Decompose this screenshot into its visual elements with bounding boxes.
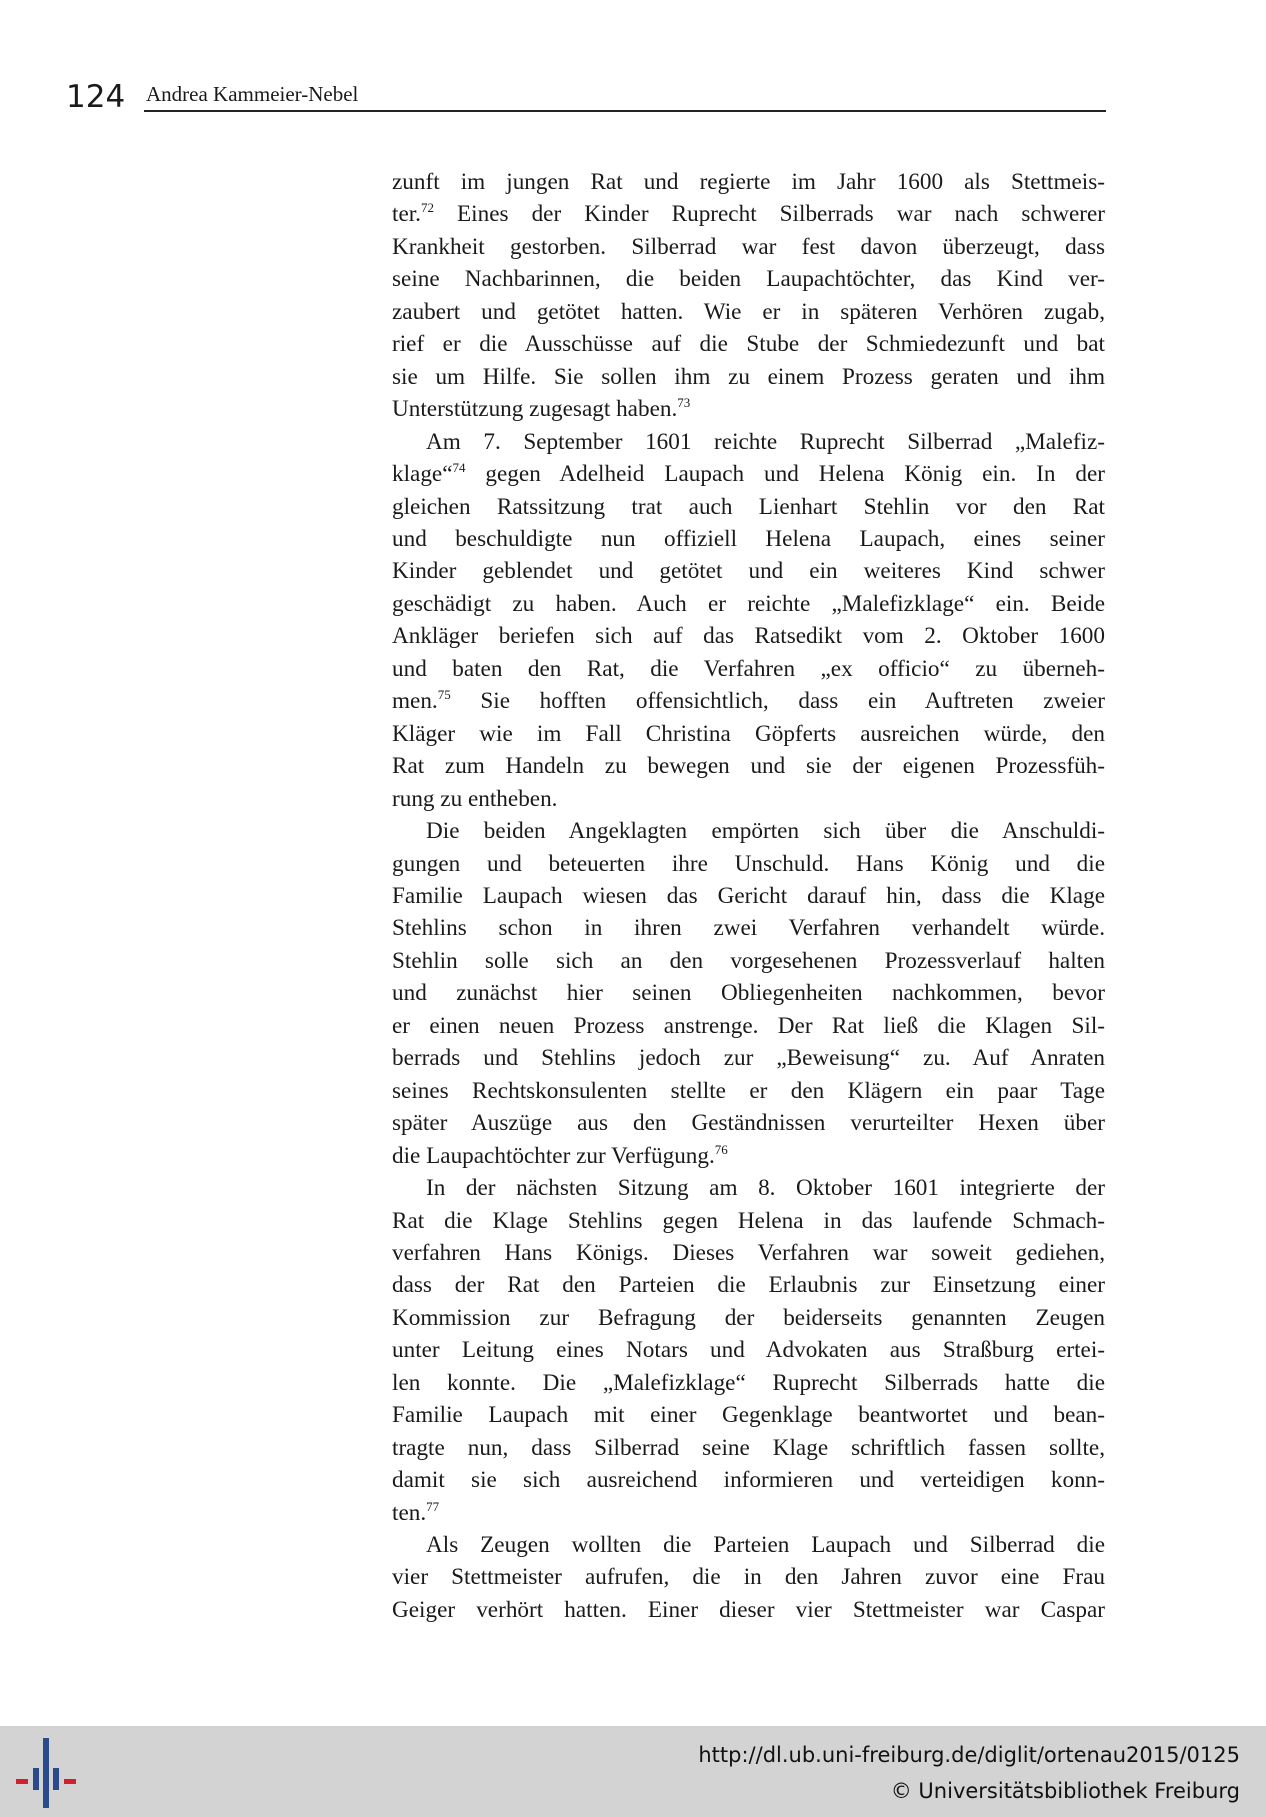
text-line — [392, 166, 1105, 198]
text-line — [392, 231, 1105, 263]
line-text: Unterstützung zugesagt haben. — [392, 396, 678, 423]
line-text: Am 7. September 1601 reichte Ruprecht Silberrad „Malefiz- — [426, 428, 1105, 455]
body-paragraph — [392, 815, 1105, 1172]
text-line — [392, 880, 1105, 912]
footnote-marker[interactable]: 73 — [677, 395, 691, 411]
line-text: men. — [392, 688, 438, 715]
line-text: Stehlins schon in ihren zwei Verfahren verhandelt würde. — [392, 915, 1105, 942]
line-text: Die beiden Angeklagten empörten sich über die Anschuldi- — [426, 818, 1105, 845]
line-text: tragte nun, dass Silberrad seine Klage schriftlich fassen sollte, — [392, 1434, 1105, 1461]
footnote-marker[interactable]: 74 — [452, 460, 466, 476]
footer-url-link[interactable]: http://dl.ub.uni-freiburg.de/diglit/ortenau2015/0125 — [698, 1743, 1240, 1767]
text-line — [392, 555, 1105, 587]
text-line — [392, 1042, 1105, 1074]
line-text: zunft im jungen Rat und regierte im Jahr 1600 als Stettmeis- — [392, 169, 1105, 195]
line-text: ter. — [392, 201, 421, 228]
text-line — [392, 815, 1105, 847]
ub-freiburg-logo-icon[interactable] — [16, 1738, 80, 1808]
text-line — [392, 685, 1105, 717]
text-line — [392, 458, 1105, 490]
line-text: Rat die Klage Stehlins gegen Helena in das laufende Schmach- — [392, 1207, 1105, 1234]
line-text: und zunächst hier seinen Obliegenheiten nachkommen, bevor — [392, 980, 1105, 1007]
line-text: gungen und beteuerten ihre Unschuld. Hans König und die — [392, 850, 1105, 877]
line-text: Stehlin solle sich an den vorgesehenen Prozessverlauf halten — [392, 947, 1105, 974]
line-text: Als Zeugen wollten die Parteien Laupach und Silberrad die — [426, 1532, 1105, 1559]
footnote-marker[interactable]: 76 — [714, 1141, 728, 1157]
line-text: die Laupachtöchter zur Verfügung. — [392, 1142, 715, 1169]
page-header — [66, 80, 1106, 114]
text-line — [392, 945, 1105, 977]
text-line — [392, 653, 1105, 685]
line-text: rief er die Ausschüsse auf die Stube der Schmiedezunft und bat — [392, 331, 1105, 358]
text-line — [392, 620, 1105, 652]
footnote-marker[interactable]: 75 — [437, 687, 451, 703]
footnote-marker[interactable]: 72 — [420, 200, 434, 216]
text-line — [392, 977, 1105, 1009]
line-text: len konnte. Die „Malefizklage“ Ruprecht Silberrads hatte die — [392, 1369, 1105, 1396]
text-line — [392, 1237, 1105, 1269]
text-line — [392, 1172, 1105, 1204]
footnote-marker[interactable]: 77 — [426, 1498, 440, 1514]
text-line — [392, 1205, 1105, 1237]
line-text: vier Stettmeister aufrufen, die in den Jahren zuvor eine Frau — [392, 1564, 1105, 1591]
body-paragraph — [392, 1529, 1105, 1626]
line-text: In der nächsten Sitzung am 8. Oktober 1601 integrierte der — [426, 1175, 1105, 1202]
line-text: rung zu entheben. — [392, 785, 558, 812]
text-line — [392, 1594, 1105, 1626]
line-text: sie um Hilfe. Sie sollen ihm zu einem Prozess geraten und ihm — [392, 363, 1105, 390]
footer-bar — [0, 1726, 1266, 1817]
text-line — [392, 750, 1105, 782]
text-line — [392, 1561, 1105, 1593]
text-line — [392, 1140, 1105, 1172]
body-paragraph — [392, 426, 1105, 815]
text-line — [392, 718, 1105, 750]
text-line — [392, 1334, 1105, 1366]
text-line — [392, 588, 1105, 620]
text-line — [392, 361, 1105, 393]
line-text: Krankheit gestorben. Silberrad war fest davon überzeugt, dass — [392, 233, 1105, 260]
text-line — [392, 523, 1105, 555]
line-text: ten. — [392, 1499, 427, 1526]
page-number: 124 — [66, 79, 126, 115]
line-text: und baten den Rat, die Verfahren „ex officio“ zu überneh- — [392, 655, 1105, 682]
body-text — [392, 166, 1105, 1626]
line-text: berrads und Stehlins jedoch zur „Beweisung“ zu. Auf Anraten — [392, 1045, 1105, 1072]
line-text: unter Leitung eines Notars und Advokaten aus Straßburg ertei- — [392, 1337, 1105, 1364]
text-line — [392, 1497, 1105, 1529]
line-text-continued: Sie hofften offensichtlich, dass ein Auftreten zweier — [450, 688, 1105, 715]
text-line — [392, 1107, 1105, 1139]
line-text: seines Rechtskonsulenten stellte er den Klägern ein paar Tage — [392, 1077, 1105, 1104]
line-text: Rat zum Handeln zu bewegen und sie der eigenen Prozessfüh- — [392, 753, 1105, 780]
running-head-author: Andrea Kammeier-Nebel — [146, 82, 359, 106]
footer-copyright: © Universitätsbibliothek Freiburg — [890, 1779, 1240, 1803]
line-text: Familie Laupach wiesen das Gericht darauf hin, dass die Klage — [392, 882, 1105, 909]
text-line — [392, 328, 1105, 360]
body-paragraph — [392, 1172, 1105, 1529]
line-text: Familie Laupach mit einer Gegenklage beantwortet und bean- — [392, 1402, 1105, 1429]
line-text: Kläger wie im Fall Christina Göpferts ausreichen würde, den — [392, 720, 1105, 747]
line-text: klage“ — [392, 461, 453, 488]
text-line — [392, 296, 1105, 328]
line-text: Ankläger beriefen sich auf das Ratsedikt vom 2. Oktober 1600 — [392, 623, 1105, 650]
line-text: Geiger verhört hatten. Einer dieser vier Stettmeister war Caspar — [392, 1596, 1105, 1623]
text-line — [392, 783, 1105, 815]
line-text: zaubert und getötet hatten. Wie er in späteren Verhören zugab, — [392, 298, 1105, 325]
line-text: gleichen Ratssitzung trat auch Lienhart Stehlin vor den Rat — [392, 493, 1105, 520]
header-rule — [144, 110, 1106, 112]
text-line — [392, 1399, 1105, 1431]
line-text: dass der Rat den Parteien die Erlaubnis zur Einsetzung einer — [392, 1272, 1105, 1299]
text-line — [392, 912, 1105, 944]
line-text: später Auszüge aus den Geständnissen verurteilter Hexen über — [392, 1110, 1105, 1137]
body-paragraph — [392, 166, 1105, 426]
text-line — [392, 1529, 1105, 1561]
text-line — [392, 1464, 1105, 1496]
line-text-continued: Eines der Kinder Ruprecht Silberrads war nach schwerer — [433, 201, 1105, 228]
text-line — [392, 1075, 1105, 1107]
text-line — [392, 1269, 1105, 1301]
text-line — [392, 198, 1105, 230]
text-line — [392, 848, 1105, 880]
text-line — [392, 1010, 1105, 1042]
text-line — [392, 393, 1105, 425]
line-text: er einen neuen Prozess anstrenge. Der Rat ließ die Klagen Sil- — [392, 1012, 1105, 1039]
line-text-continued: gegen Adelheid Laupach und Helena König ein. In der — [465, 461, 1105, 488]
text-line — [392, 1367, 1105, 1399]
line-text: und beschuldigte nun offiziell Helena Laupach, eines seiner — [392, 525, 1105, 552]
line-text: seine Nachbarinnen, die beiden Laupachtöchter, das Kind ver- — [392, 266, 1105, 293]
text-line — [392, 1432, 1105, 1464]
text-line — [392, 491, 1105, 523]
text-line — [392, 426, 1105, 458]
line-text: Kommission zur Befragung der beiderseits genannten Zeugen — [392, 1304, 1105, 1331]
line-text: geschädigt zu haben. Auch er reichte „Malefizklage“ ein. Beide — [392, 590, 1105, 617]
text-line — [392, 263, 1105, 295]
line-text: verfahren Hans Königs. Dieses Verfahren war soweit gediehen, — [392, 1239, 1105, 1266]
line-text: Kinder geblendet und getötet und ein weiteres Kind schwer — [392, 558, 1105, 585]
line-text: damit sie sich ausreichend informieren und verteidigen konn- — [392, 1467, 1105, 1494]
text-line — [392, 1302, 1105, 1334]
